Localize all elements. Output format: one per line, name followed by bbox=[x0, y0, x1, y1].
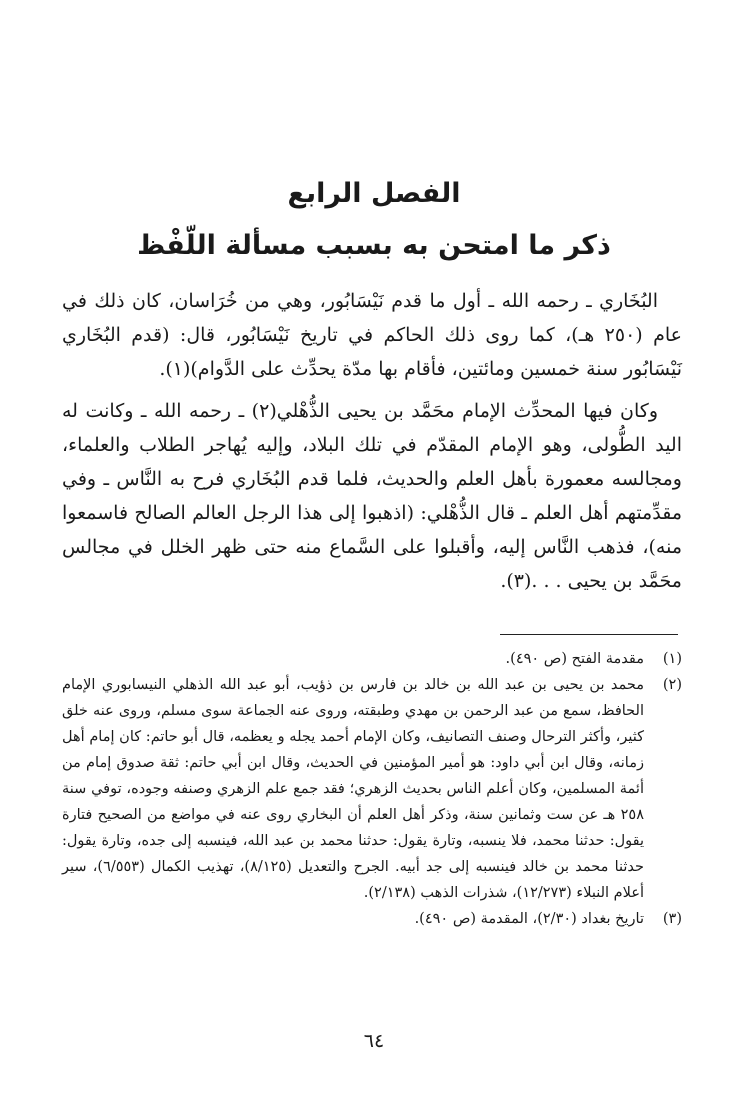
chapter-subtitle: ذكر ما امتحن به بسبب مسألة اللّفْظ bbox=[137, 230, 611, 261]
chapter-heading bbox=[60, 172, 688, 268]
footnote-number: (٢) bbox=[662, 677, 682, 693]
footnote-2 bbox=[62, 672, 682, 906]
paragraph-2: وكان فيها المحدِّث الإمام محَمَّد بن يحيى الذُّهْلي(٢) ـ رحمه الله ـ وكانت له اليد الطُّولى، وهو الإمام المقدّم في تلك البلاد، وإليه يُهاجر الطلاب والعلماء، ومجالسه معمورة بأهل العلم والحديث، فلما قدم البُخَاري فرح به النَّاس ـ وفي مقدِّمتهم أهل العلم ـ قال الذُّهْلي: (اذهبوا إلى هذا الرجل العالم الصالح فاسمعوا منه)، فذهب النَّاس إليه، وأقبلوا على السَّماع منه حتى ظهر الخلل في مجالس محَمَّد بن يحيى . . .(٣). bbox=[62, 400, 682, 592]
footnotes bbox=[62, 646, 682, 932]
footnote-number: (١) bbox=[662, 651, 682, 667]
footnote-text: تاريخ بغداد (٢/٣٠)، المقدمة (ص ٤٩٠). bbox=[414, 911, 644, 927]
chapter-title: الفصل الرابع bbox=[287, 178, 461, 209]
footnote-number: (٣) bbox=[662, 911, 682, 927]
footnote-text: محمد بن يحيى بن عبد الله بن خالد بن فارس بن ذؤيب، أبو عبد الله الذهلي النيسابوري الإمام الحافظ، سمع من عبد الرحمن بن مهدي وطبقته، وروى عنه الجماعة سوى مسلم، وروى عنه خلق كثير، وأكثر الترحال وصنف التصانيف، وكان الإمام أحمد يجله و يعظمه، قال أبو حاتم: كان إمام أهل زمانه، وقال ابن أبي داود: هو أمير المؤمنين في الحديث، وقال ابن أبي حاتم: ثقة صدوق إمام من أئمة المسلمين، وكان أعلم الناس بحديث الزهري؛ فقد جمع علم الزهري وصنفه وجوده، توفي سنة ٢٥٨ هـ عن ست وثمانين سنة، وذكر أهل العلم أن البخاري روى عنه في مواضع من الصحيح فتارة يقول: حدثنا محمد، فلا ينسبه، وتارة يقول: حدثنا محمد بن عبد الله، فينسبه إلى جده، وتارة يقول: حدثنا محمد بن خالد فينسبه إلى جد أبيه. الجرح والتعديل (٨/١٢٥)، تهذيب الكمال (٦/٥٥٣)، سير أعلام النبلاء (١٢/٢٧٣)، شذرات الذهب (٢/١٣٨). bbox=[62, 677, 644, 901]
paragraph-1: البُخَاري ـ رحمه الله ـ أول ما قدم نَيْسَابُور، وهي من خُرَاسان، كان ذلك في عام (٢٥٠ هـ)، كما روى ذلك الحاكم في تاريخ نَيْسَابُور، قال: (قدم البُخَاري نَيْسَابُور سنة خمسين ومائتين، فأقام بها مدّة يحدِّث على الدَّوام)(١). bbox=[62, 290, 682, 380]
footnote-1 bbox=[62, 646, 682, 672]
footnote-text: مقدمة الفتح (ص ٤٩٠). bbox=[505, 651, 644, 667]
footnote-3 bbox=[62, 906, 682, 932]
footnote-divider bbox=[500, 634, 678, 635]
body-text bbox=[62, 284, 682, 606]
page-number: ٦٤ bbox=[363, 1030, 385, 1052]
